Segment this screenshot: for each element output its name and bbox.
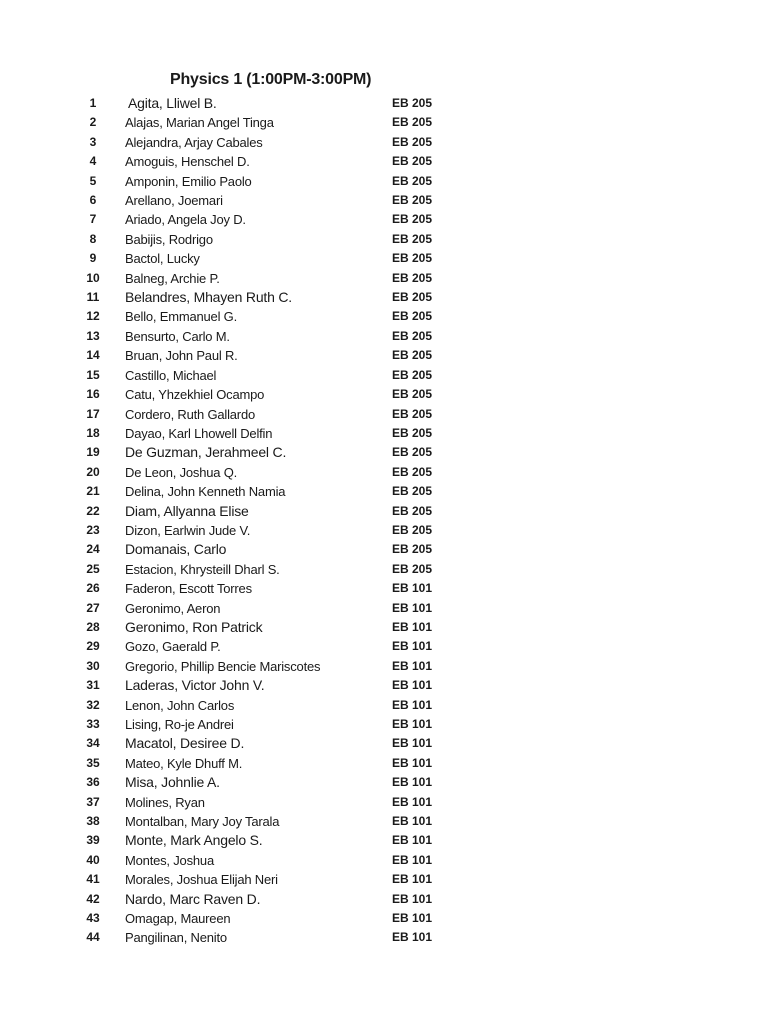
list-item <box>0 559 768 578</box>
student-name: Lising, Ro-je Andrei <box>125 717 234 732</box>
room-label: EB 101 <box>392 794 433 809</box>
list-item <box>0 889 768 908</box>
room-label: EB 205 <box>392 309 433 324</box>
student-name: Castillo, Michael <box>125 367 217 383</box>
page-title: Physics 1 (1:00PM-3:00PM) <box>170 71 372 88</box>
room-label: EB 101 <box>392 852 433 867</box>
list-item <box>0 209 768 228</box>
row-number: 14 <box>86 348 100 363</box>
student-name: Belandres, Mhayen Ruth C. <box>125 289 292 306</box>
row-number: 23 <box>86 522 100 537</box>
list-item <box>0 792 768 811</box>
row-number: 29 <box>86 639 100 654</box>
student-name: Montes, Joshua <box>125 852 214 868</box>
list-item <box>0 501 768 520</box>
room-label: EB 205 <box>392 561 433 576</box>
room-label: EB 101 <box>392 775 433 790</box>
list-item <box>0 132 768 151</box>
list-item <box>0 811 768 830</box>
row-number: 11 <box>86 290 100 305</box>
room-label: EB 101 <box>392 600 433 615</box>
student-name: Dayao, Karl Lhowell Delfin <box>125 425 273 441</box>
room-label: EB 205 <box>392 193 433 208</box>
row-number: 26 <box>86 581 100 596</box>
room-label: EB 205 <box>392 96 433 110</box>
list-item <box>0 578 768 597</box>
list-item <box>0 423 768 442</box>
list-item <box>0 772 768 791</box>
student-name: Morales, Joshua Elijah Neri <box>125 872 278 888</box>
list-item <box>0 326 768 345</box>
row-number: 16 <box>86 387 100 402</box>
room-label: EB 205 <box>392 522 433 537</box>
list-item <box>0 306 768 325</box>
list-item <box>0 675 768 694</box>
student-name: Lenon, John Carlos <box>125 697 235 713</box>
list-item <box>0 927 768 946</box>
student-name: Mateo, Kyle Dhuff M. <box>125 755 243 771</box>
student-name: De Leon, Joshua Q. <box>125 464 238 480</box>
row-number: 25 <box>86 561 100 576</box>
list-item <box>0 520 768 539</box>
row-number: 44 <box>86 930 100 945</box>
list-item <box>0 830 768 849</box>
list-item <box>0 268 768 287</box>
row-number: 8 <box>89 231 97 246</box>
list-item <box>0 462 768 481</box>
student-name: Monte, Mark Angelo S. <box>125 832 263 849</box>
room-label: EB 101 <box>392 736 433 751</box>
room-label: EB 205 <box>392 367 433 382</box>
student-name: Gregorio, Phillip Bencie Mariscotes <box>125 658 321 674</box>
student-name: Geronimo, Aeron <box>125 600 221 616</box>
list-item <box>0 404 768 423</box>
room-label: EB 205 <box>392 173 433 188</box>
student-name: Montalban, Mary Joy Tarala <box>125 814 280 830</box>
row-number: 6 <box>89 193 97 208</box>
list-item <box>0 481 768 500</box>
row-number: 13 <box>86 328 100 343</box>
room-label: EB 101 <box>392 755 433 770</box>
student-name: Bruan, John Paul R. <box>125 348 238 364</box>
list-item <box>0 850 768 869</box>
row-number: 40 <box>86 852 100 867</box>
row-number: 19 <box>86 445 100 460</box>
list-item <box>0 229 768 248</box>
student-name: Omagap, Maureen <box>125 911 231 927</box>
student-name: Molines, Ryan <box>125 794 205 810</box>
room-label: EB 205 <box>392 270 433 285</box>
student-name: Alajas, Marian Angel Tinga <box>125 115 274 131</box>
list-item <box>0 695 768 714</box>
student-name: De Guzman, Jerahmeel C. <box>125 444 287 461</box>
student-name: Delina, John Kenneth Namia <box>125 484 286 500</box>
room-label: EB 205 <box>392 503 433 518</box>
list-item <box>0 171 768 190</box>
student-name: Amoguis, Henschel D. <box>125 154 250 170</box>
room-label: EB 205 <box>392 231 433 246</box>
student-name: Bensurto, Carlo M. <box>125 328 230 344</box>
student-name: Estacion, Khrysteill Dharl S. <box>125 561 280 577</box>
row-number: 22 <box>86 503 100 518</box>
room-label: EB 205 <box>392 134 433 149</box>
list-item <box>0 598 768 617</box>
list-item <box>0 93 768 112</box>
row-number: 18 <box>86 425 100 440</box>
list-item <box>0 442 768 461</box>
student-name: Misa, Johnlie A. <box>125 774 220 791</box>
student-list <box>0 93 768 947</box>
list-item <box>0 733 768 752</box>
student-name: Ariado, Angela Joy D. <box>125 212 246 228</box>
room-label: EB 101 <box>392 891 433 906</box>
list-item <box>0 636 768 655</box>
room-label: EB 101 <box>392 678 433 693</box>
row-number: 4 <box>89 154 97 169</box>
student-name: Domanais, Carlo <box>125 541 227 558</box>
list-item <box>0 345 768 364</box>
room-label: EB 101 <box>392 814 433 829</box>
row-number: 42 <box>86 891 100 906</box>
room-label: EB 101 <box>392 697 433 712</box>
room-label: EB 101 <box>392 717 433 731</box>
room-label: EB 205 <box>392 484 433 499</box>
list-item <box>0 753 768 772</box>
room-label: EB 205 <box>392 212 433 227</box>
row-number: 32 <box>86 697 100 712</box>
row-number: 5 <box>89 173 97 188</box>
list-item <box>0 287 768 306</box>
student-name: Geronimo, Ron Patrick <box>125 618 263 635</box>
list-item <box>0 151 768 170</box>
student-name: Macatol, Desiree D. <box>125 735 245 752</box>
list-item <box>0 908 768 927</box>
room-label: EB 205 <box>392 328 433 343</box>
row-number: 43 <box>86 911 100 926</box>
row-number: 36 <box>86 775 100 790</box>
room-label: EB 205 <box>392 464 433 479</box>
row-number: 9 <box>89 251 97 266</box>
row-number: 1 <box>89 96 97 110</box>
row-number: 7 <box>89 212 97 227</box>
row-number: 27 <box>86 600 100 615</box>
student-name: Bactol, Lucky <box>125 251 200 267</box>
row-number: 38 <box>86 814 100 829</box>
student-name: Laderas, Victor John V. <box>125 677 265 694</box>
student-name: Faderon, Escott Torres <box>125 581 252 597</box>
list-item <box>0 656 768 675</box>
student-name: Amponin, Emilio Paolo <box>125 173 252 189</box>
student-name: Cordero, Ruth Gallardo <box>125 406 255 422</box>
room-label: EB 205 <box>392 445 433 460</box>
room-label: EB 101 <box>392 872 433 887</box>
student-name: Balneg, Archie P. <box>125 270 220 286</box>
row-number: 24 <box>86 542 100 557</box>
list-item <box>0 617 768 636</box>
row-number: 31 <box>86 678 100 693</box>
row-number: 35 <box>86 755 100 770</box>
room-label: EB 205 <box>392 542 433 557</box>
row-number: 12 <box>86 309 100 324</box>
row-number: 20 <box>86 464 100 479</box>
row-number: 33 <box>86 717 100 731</box>
row-number: 10 <box>86 270 100 285</box>
row-number: 15 <box>86 367 100 382</box>
row-number: 28 <box>86 619 100 634</box>
room-label: EB 205 <box>392 425 433 440</box>
student-name: Diam, Allyanna Elise <box>125 502 249 519</box>
student-name: Dizon, Earlwin Jude V. <box>125 522 251 538</box>
room-label: EB 205 <box>392 154 433 169</box>
row-number: 30 <box>86 658 100 673</box>
room-label: EB 205 <box>392 387 433 402</box>
row-number: 2 <box>89 115 97 130</box>
room-label: EB 205 <box>392 406 433 421</box>
room-label: EB 101 <box>392 639 433 654</box>
row-number: 41 <box>86 872 100 887</box>
student-name: Catu, Yhzekhiel Ocampo <box>125 387 265 403</box>
row-number: 37 <box>86 794 100 809</box>
room-label: EB 205 <box>392 290 433 305</box>
student-name: Babijis, Rodrigo <box>125 231 213 247</box>
list-item <box>0 384 768 403</box>
row-number: 39 <box>86 833 100 848</box>
student-name: Agita, Lliwel B. <box>128 95 217 111</box>
room-label: EB 101 <box>392 581 433 596</box>
student-name: Pangilinan, Nenito <box>125 930 227 946</box>
student-name: Nardo, Marc Raven D. <box>125 890 261 907</box>
room-label: EB 101 <box>392 930 433 945</box>
list-item <box>0 714 768 733</box>
student-name: Alejandra, Arjay Cabales <box>125 134 263 150</box>
list-item <box>0 869 768 888</box>
row-number: 34 <box>86 736 100 751</box>
student-name: Bello, Emmanuel G. <box>125 309 238 325</box>
student-name: Arellano, Joemari <box>125 193 223 209</box>
list-item <box>0 190 768 209</box>
list-item <box>0 248 768 267</box>
room-label: EB 205 <box>392 115 433 130</box>
list-item <box>0 365 768 384</box>
row-number: 3 <box>89 134 97 149</box>
room-label: EB 101 <box>392 911 433 926</box>
row-number: 21 <box>86 484 100 499</box>
list-item <box>0 112 768 131</box>
room-label: EB 205 <box>392 251 433 266</box>
room-label: EB 101 <box>392 833 433 848</box>
room-label: EB 101 <box>392 658 433 673</box>
list-item <box>0 539 768 558</box>
row-number: 17 <box>86 406 100 421</box>
student-name: Gozo, Gaerald P. <box>125 639 221 655</box>
room-label: EB 101 <box>392 619 433 634</box>
room-label: EB 205 <box>392 348 433 363</box>
